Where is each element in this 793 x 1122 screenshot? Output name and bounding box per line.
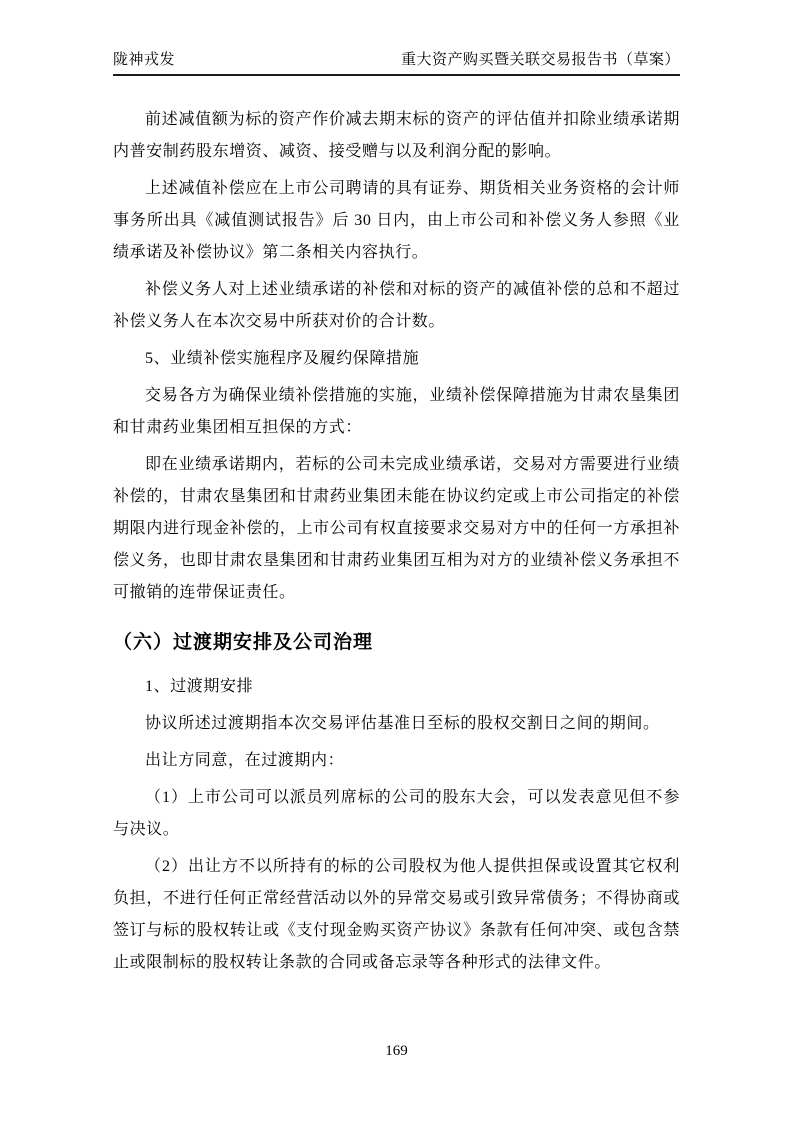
page-footer	[0, 1043, 793, 1060]
header-report-title: 重大资产购买暨关联交易报告书（草案）	[400, 52, 680, 68]
subheading-5-performance-compensation-procedure: 5、业绩补偿实施程序及履约保障措施	[145, 350, 420, 367]
paragraph-transferor-agreement: 出让方同意，在过渡期内：	[145, 752, 345, 769]
section-heading-transition-period: （六）过渡期安排及公司治理	[113, 632, 374, 653]
paragraph-impairment-compensation: 上述减值补偿应在上市公司聘请的具有证券、期货相关业务资格的会计师事务所出具《减值测试报告》后 30 日内，由上市公司和补偿义务人参照《业绩承诺及补偿协议》第二条相关内容执行。	[113, 180, 680, 261]
document-body	[113, 104, 680, 979]
page-number: 169	[385, 1043, 408, 1059]
paragraph-impairment-definition: 前述减值额为标的资产作价减去期末标的资产的评估值并扣除业绩承诺期内普安制药股东增资、减资、接受赠与以及利润分配的影响。	[113, 111, 680, 160]
header-document-short-title: 陇神戎发	[113, 52, 176, 68]
paragraph-guarantee-arrangement: 交易各方为确保业绩补偿措施的实施，业绩补偿保障措施为甘肃农垦集团和甘肃药业集团相互担保的方式：	[113, 387, 680, 436]
subheading-1-transition-arrangement: 1、过渡期安排	[145, 678, 254, 695]
paragraph-compensation-cap: 补偿义务人对上述业绩承诺的补偿和对标的资产的减值补偿的总和不超过补偿义务人在本次交易中所获对价的合计数。	[113, 281, 680, 330]
paragraph-joint-liability: 即在业绩承诺期内，若标的公司未完成业绩承诺，交易对方需要进行业绩补偿的，甘肃农垦集团和甘肃药业集团未能在协议约定或上市公司指定的补偿期限内进行现金补偿的，上市公司有权直接要求交易对方中的任何一方承担补偿义务，也即甘肃农垦集团和甘肃药业集团互相为对方的业绩补偿义务承担不可撤销的连带保证责任。	[113, 456, 680, 601]
page-header	[113, 48, 680, 76]
paragraph-item-2-no-encumbrance: （2）出让方不以所持有的标的公司股权为他人提供担保或设置其它权利负担，不进行任何正常经营活动以外的异常交易或引致异常债务；不得协商或签订与标的股权转让或《支付现金购买资产协议》条款有任何冲突、或包含禁止或限制标的股权转让条款的合同或备忘录等各种形式的法律文件。	[113, 858, 680, 971]
paragraph-item-1-shareholder-meeting: （1）上市公司可以派员列席标的公司的股东大会，可以发表意见但不参与决议。	[113, 789, 680, 838]
paragraph-transition-definition: 协议所述过渡期指本次交易评估基准日至标的股权交割日之间的期间。	[145, 715, 660, 732]
